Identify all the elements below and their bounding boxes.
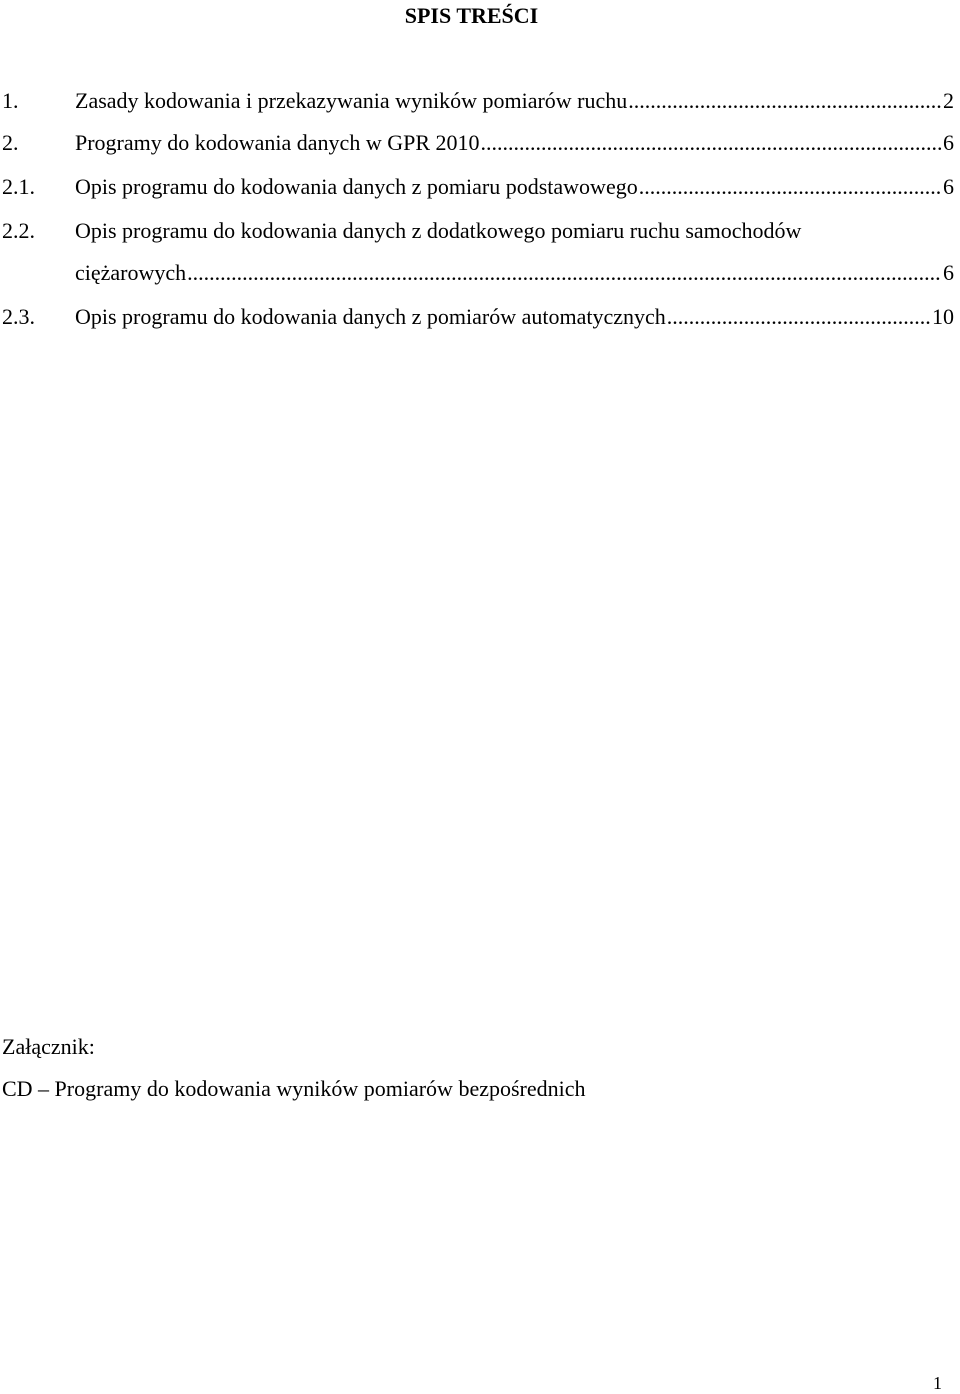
toc-entry-page: 10: [932, 304, 954, 329]
attachment-item: CD – Programy do kodowania wyników pomiarów bezpośrednich: [2, 1076, 586, 1101]
toc-entry[interactable]: [2, 86, 954, 116]
toc-entry-title: Opis programu do kodowania danych z pomiaru podstawowego: [75, 174, 638, 199]
toc-entry-title: Zasady kodowania i przekazywania wyników pomiarów ruchu: [75, 88, 628, 113]
toc-entry-first-line: [2, 216, 801, 246]
toc-entry-title: Opis programu do kodowania danych z dodatkowego pomiaru ruchu samochodów: [75, 218, 802, 243]
toc-entry-page: 6: [943, 174, 954, 199]
toc-entry-continuation: [75, 258, 954, 288]
toc-leader-dots: [639, 172, 942, 202]
toc-entry-number: 2.3.: [2, 304, 35, 329]
toc-entry-number: 2.1.: [2, 174, 35, 199]
toc-entry-page: 2: [943, 88, 954, 113]
toc-entry[interactable]: [2, 302, 954, 332]
toc-entry-title: Opis programu do kodowania danych z pomiarów automatycznych: [75, 304, 666, 329]
toc-entry[interactable]: [2, 172, 954, 202]
toc-entry-number: 1.: [2, 88, 19, 113]
toc-entry-page: 6: [943, 130, 954, 155]
toc-entry-number: 2.2.: [2, 218, 35, 243]
toc-leader-dots: [187, 258, 942, 288]
page-title: SPIS TREŚCI: [404, 3, 539, 28]
toc-entry-title-continued: ciężarowych: [75, 260, 187, 285]
toc-leader-dots: [667, 302, 931, 332]
toc-entry-page: 6: [943, 260, 954, 285]
toc-entry[interactable]: [2, 128, 954, 158]
toc-leader-dots: [481, 128, 942, 158]
attachment-label: Załącznik:: [2, 1034, 95, 1059]
toc-entry-number: 2.: [2, 130, 19, 155]
toc-leader-dots: [628, 86, 942, 116]
toc-entry-title: Programy do kodowania danych w GPR 2010: [75, 130, 480, 155]
page-number: 1: [933, 1373, 942, 1393]
